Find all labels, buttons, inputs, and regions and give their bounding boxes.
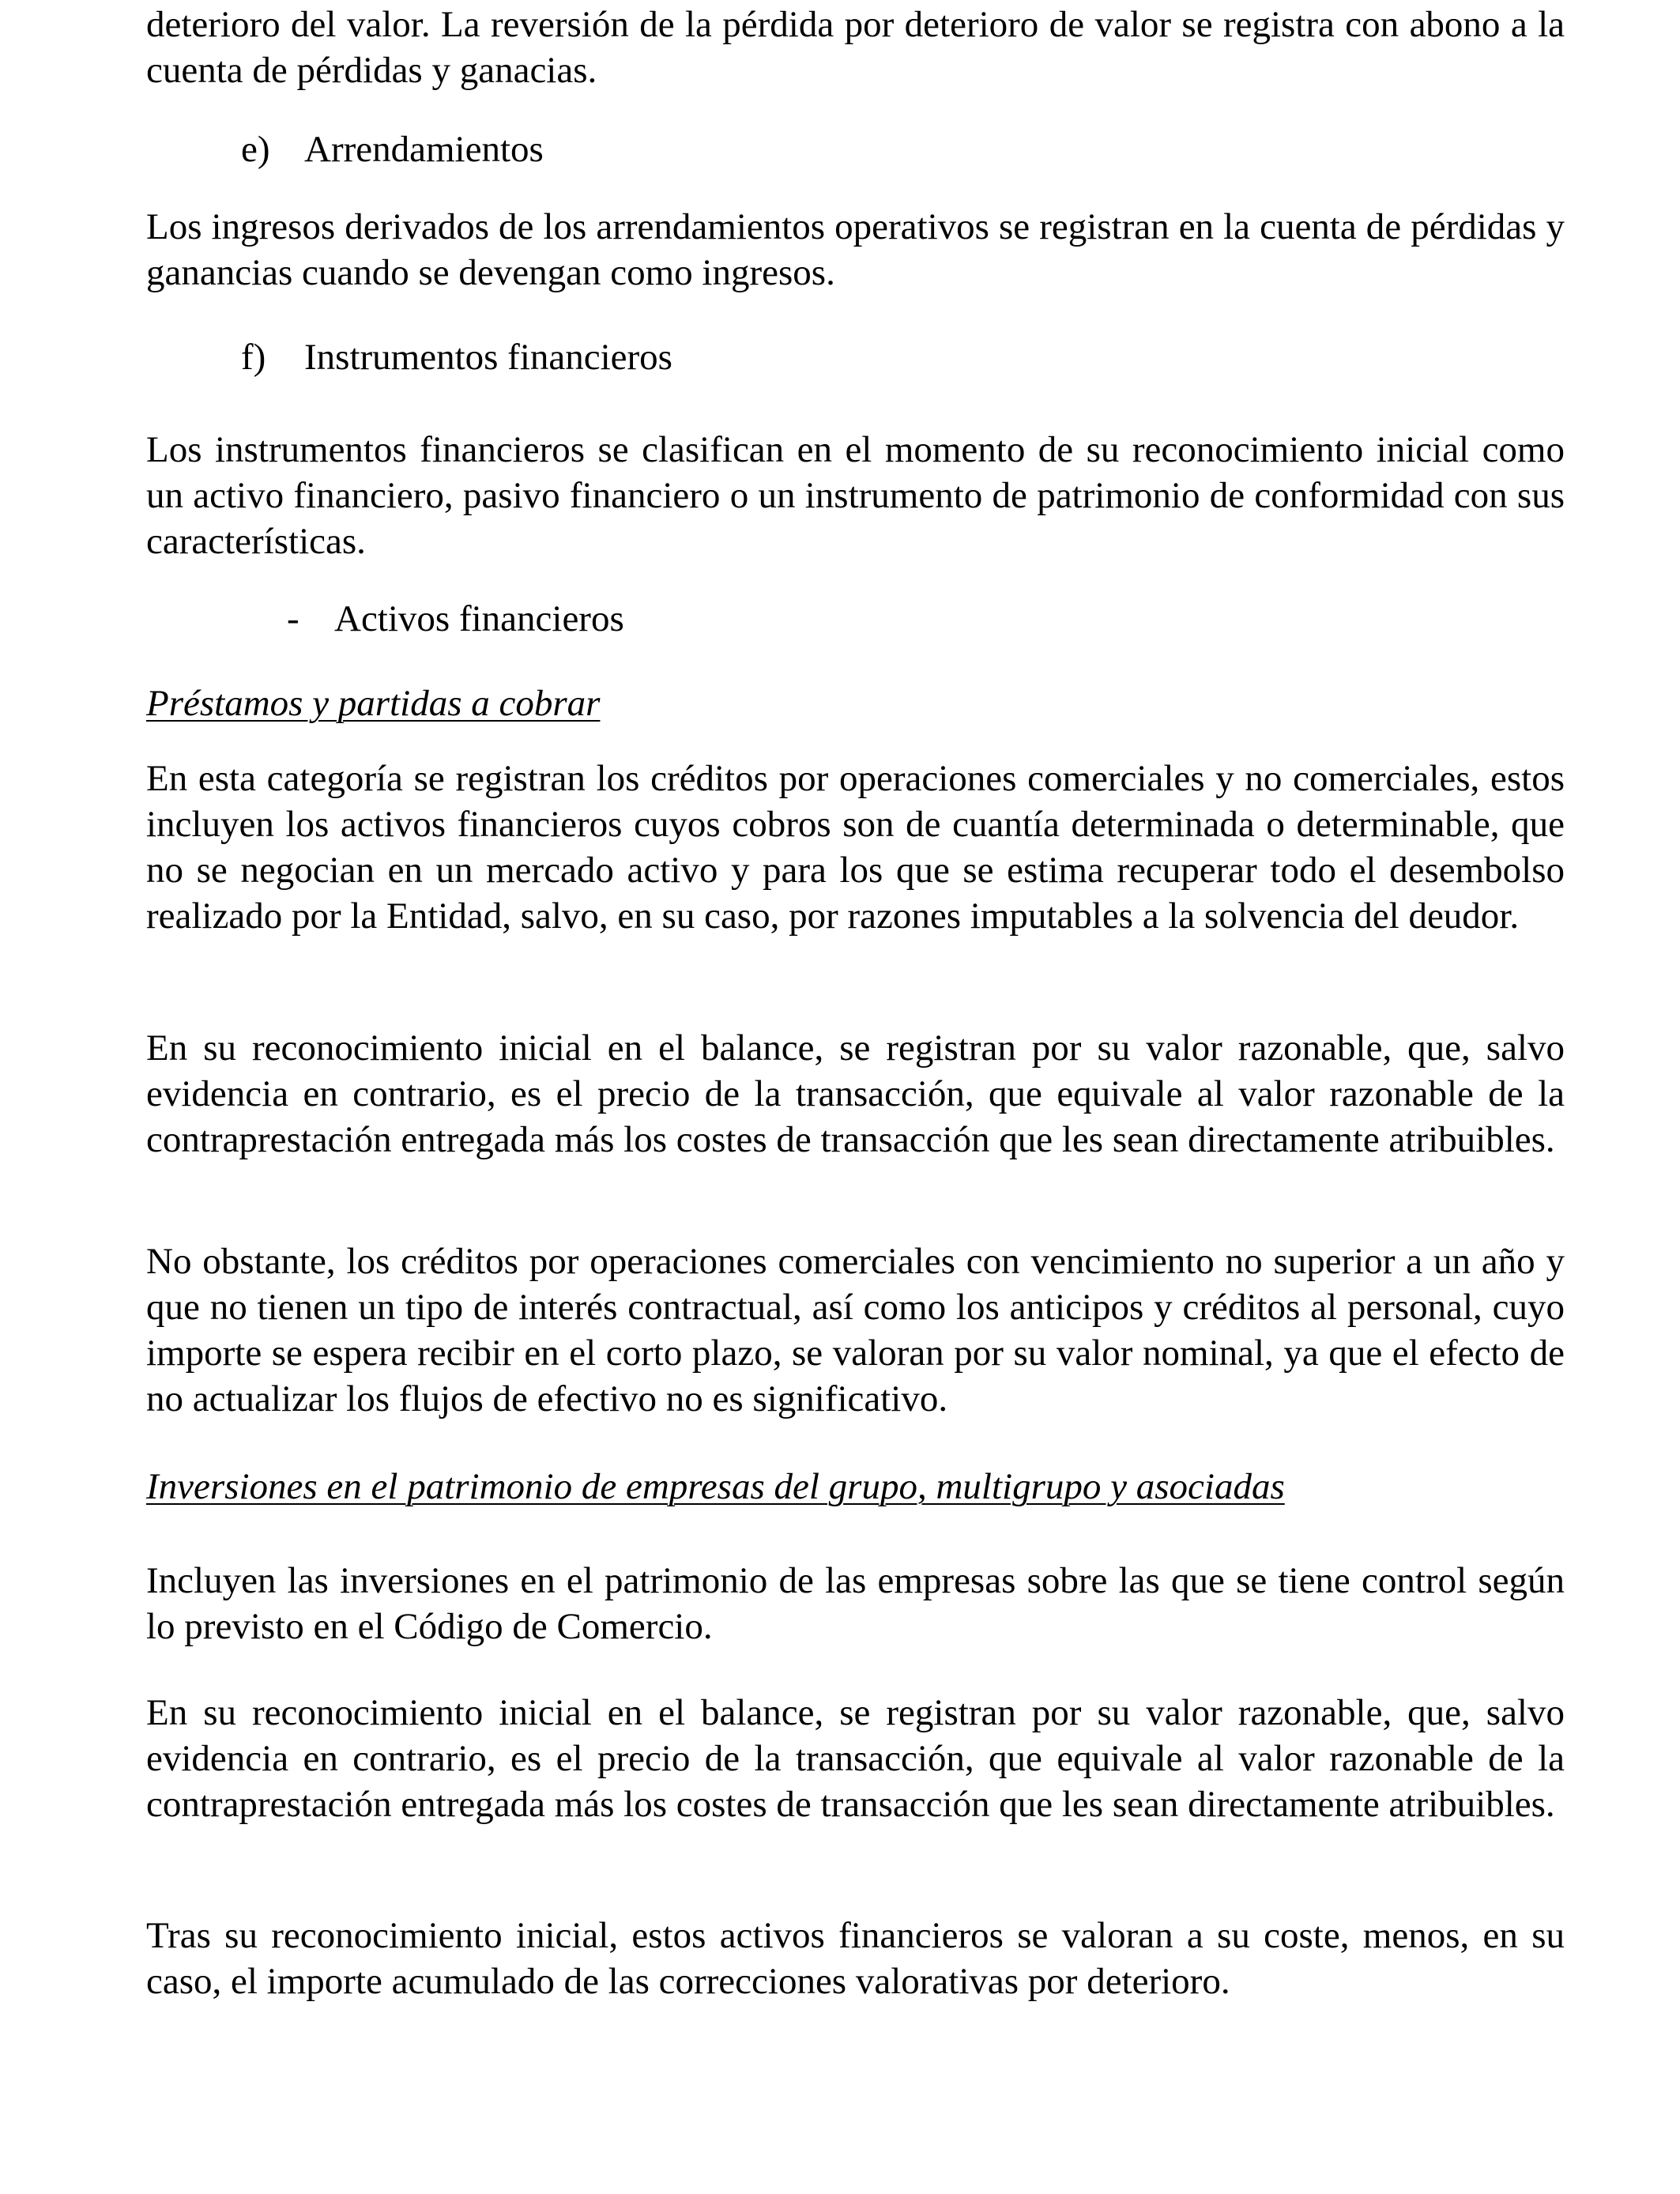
prestamos-paragraph-2: En su reconocimiento inicial en el balance, se registran por su valor razonable, que, salvo evidencia en contrario, es el precio de la transacción, que equivale al valor razonable de la contraprestación entregada más los costes de transacción que les sean directamente atribuibles. [146,1027,1565,1160]
inversiones-subheading: Inversiones en el patrimonio de empresas del grupo, multigrupo y asociadas [146,1466,1285,1507]
arrendamientos-paragraph: Los ingresos derivados de los arrendamientos operativos se registran en la cuenta de pérdidas y ganancias cuando se devengan como ingresos. [146,206,1565,293]
intro-paragraph: deterioro del valor. La reversión de la pérdida por deterioro de valor se registra con abono a la cuenta de pérdidas y ganacias. [146,4,1565,91]
inversiones-paragraph-1: Incluyen las inversiones en el patrimonio de las empresas sobre las que se tiene control según lo previsto en el Código de Comercio. [146,1560,1565,1647]
section-heading-e [241,126,544,172]
section-letter-e: e) [241,129,270,170]
inversiones-paragraph-2: En su reconocimiento inicial en el balance, se registran por su valor razonable, que, salvo evidencia en contrario, es el precio de la transacción, que equivale al valor razonable de la contraprestación entregada más los costes de transacción que les sean directamente atribuibles. [146,1692,1565,1825]
instrumentos-paragraph: Los instrumentos financieros se clasifican en el momento de su reconocimiento inicial como un activo financiero, pasivo financiero o un instrumento de patrimonio de conformidad con sus características. [146,429,1565,562]
section-letter-f: f) [241,337,266,378]
activos-financieros-item [287,596,624,642]
prestamos-subheading: Préstamos y partidas a cobrar [146,683,601,724]
activos-financieros-title: Activos financieros [334,598,624,639]
section-heading-f [241,334,672,380]
inversiones-paragraph-3: Tras su reconocimiento inicial, estos activos financieros se valoran a su coste, menos, en su caso, el importe acumulado de las correcciones valorativas por deterioro. [146,1915,1565,2002]
prestamos-paragraph-3: No obstante, los créditos por operaciones comerciales con vencimiento no superior a un año y que no tienen un tipo de interés contractual, así como los anticipos y créditos al personal, cuyo importe se espera recibir en el corto plazo, se valoran por su valor nominal, ya que el efecto de no actualizar los flujos de efectivo no es significativo. [146,1241,1565,1419]
section-title-arrendamientos: Arrendamientos [304,129,544,170]
prestamos-paragraph-1: En esta categoría se registran los créditos por operaciones comerciales y no comerciales, estos incluyen los activos financieros cuyos cobros son de cuantía determinada o determinable, que no se negocian en un mercado activo y para los que se estima recuperar todo el desembolso realizado por la Entidad, salvo, en su caso, por razones imputables a la solvencia del deudor. [146,758,1565,937]
section-title-instrumentos: Instrumentos financieros [304,337,672,378]
dash-bullet: - [287,598,299,639]
